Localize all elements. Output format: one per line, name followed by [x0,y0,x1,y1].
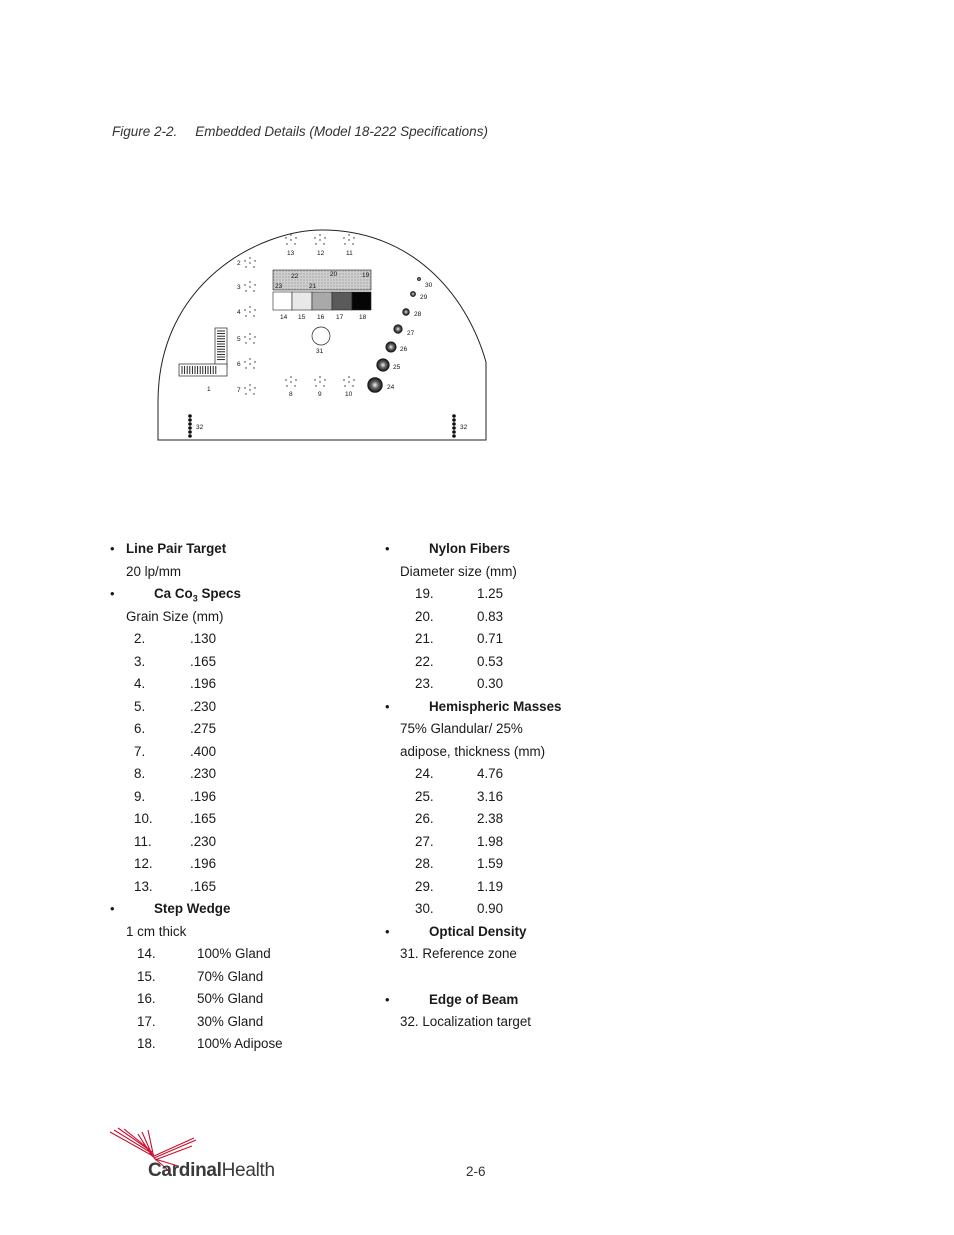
mass-item-number: 25. [415,788,434,804]
heading-nylon: Nylon Fibers [429,541,511,556]
label-19: 19 [362,272,370,279]
heading-masses: Hemispheric Masses [429,698,562,714]
mass-item-row [385,808,685,831]
caco3-item-row [110,696,380,719]
right-column [385,538,685,1034]
nylon-item-row [385,628,685,651]
mass-item-row [385,831,685,854]
label-17: 17 [336,314,344,321]
heading-line-pair: Line Pair Target [126,541,227,556]
caco3-item-number: 8. [134,766,146,781]
wedge-item-row [110,988,380,1011]
caco3-item-number: 11. [134,833,152,849]
mass-item-value: 1.19 [477,878,504,894]
nylon-item-value: 0.71 [477,631,504,646]
bullet-edge: • [385,991,390,1007]
mass-item-row [385,786,685,809]
label-26: 26 [400,346,408,353]
mass-item-number: 28. [415,856,434,871]
page-number: 2-6 [466,1164,486,1179]
caco3-item-value: .196 [190,788,217,804]
caco3-item-row [110,808,380,831]
label-25: 25 [393,364,401,371]
wedge-item-row [110,966,380,989]
mass-item-value: 3.16 [477,788,504,804]
line-pair-detail: 20 lp/mm [126,563,182,579]
nylon-item-value: 0.53 [477,653,504,669]
label-32-right: 32 [460,424,468,431]
nylon-detail: Diameter size (mm) [400,563,517,579]
hemispheric-mass [377,359,390,372]
caco3-item-row [110,876,380,899]
label-13: 13 [287,250,295,257]
bullet-optical: • [385,923,390,939]
wedge-item-number: 15. [137,968,156,984]
mass-item-value: 4.76 [477,766,504,781]
phantom-diagram [150,222,495,447]
label-23: 23 [275,283,283,290]
mass-item-value: 2.38 [477,811,504,826]
wedge-item-value: 100% Adipose [197,1036,283,1051]
bullet-nylon: • [385,541,390,556]
caco3-item-number: 9. [134,788,146,804]
label-31: 31 [316,348,324,355]
label-28: 28 [414,311,422,318]
label-1: 1 [207,386,211,393]
wedge-item-value: 50% Gland [197,991,264,1006]
nylon-item-value: 1.25 [477,586,504,601]
mass-item-value: 0.90 [477,901,504,916]
label-9: 9 [318,391,322,398]
mass-item-number: 26. [415,811,434,826]
caco3-item-row [110,786,380,809]
label-14: 14 [280,314,288,321]
label-8: 8 [289,391,293,398]
hemispheric-mass [403,309,410,316]
caco3-item-value: .400 [190,743,217,759]
nylon-item-number: 20. [415,608,434,624]
caco3-item-value: .230 [190,698,217,714]
nylon-item-number: 19. [415,586,434,601]
step-wedge-detail: 1 cm thick [126,923,187,939]
caco3-item-number: 4. [134,676,146,691]
bullet-caco3: • [110,586,115,601]
caco3-item-value: .196 [190,676,217,691]
left-column [110,538,380,1056]
nylon-item-row [385,673,685,696]
mass-item-number: 30. [415,901,434,916]
mass-item-value: 1.98 [477,833,504,849]
hemispheric-mass [410,291,415,296]
wedge-item-value: 70% Gland [197,968,264,984]
caco3-item-value: .165 [190,878,217,894]
caco3-item-row [110,853,380,876]
label-11: 11 [346,250,353,257]
label-32-left: 32 [196,424,204,431]
caco3-item-row [110,628,380,651]
nylon-item-number: 22. [415,653,434,669]
heading-step-wedge: Step Wedge [154,901,231,916]
nylon-item-number: 21. [415,631,434,646]
caco3-item-value: .275 [190,721,217,736]
hemispheric-mass [368,378,383,393]
caco3-item-row [110,741,380,764]
optical-detail: 31. Reference zone [400,946,517,961]
reference-zone [312,327,330,345]
nylon-item-number: 23. [415,676,434,691]
figure-caption [112,124,488,139]
label-29: 29 [420,294,428,301]
masses-detail-1: 75% Glandular/ 25% [400,721,523,736]
caco3-item-row [110,673,380,696]
bullet-line-pair: • [110,541,115,556]
label-3: 3 [237,284,241,291]
label-21: 21 [309,283,317,290]
brand-wordmark: CardinalHealth [148,1160,275,1181]
caco3-item-row [110,651,380,674]
label-27: 27 [407,330,415,337]
wedge-item-row [110,943,380,966]
figure-caption-title: Embedded Details (Model 18-222 Specifications) [195,124,488,139]
wedge-item-row [110,1011,380,1034]
label-10: 10 [345,391,353,398]
wedge-item-number: 18. [137,1036,156,1051]
caco3-item-number: 13. [134,878,153,894]
caco3-item-row [110,831,380,854]
step-wedge [273,270,371,310]
caco3-item-row [110,718,380,741]
nylon-item-row [385,651,685,674]
wedge-item-number: 16. [137,991,156,1006]
caco3-item-value: .165 [190,653,217,669]
caco3-item-number: 7. [134,743,146,759]
nylon-item-value: 0.30 [477,676,504,691]
nylon-item-value: 0.83 [477,608,504,624]
caco3-item-value: .230 [190,833,217,849]
hemispheric-mass [417,277,420,280]
mass-item-row [385,898,685,921]
edge-detail: 32. Localization target [400,1014,532,1029]
label-20: 20 [330,271,338,278]
label-2: 2 [237,260,241,267]
hemispheric-mass [394,325,403,334]
wedge-item-number: 17. [137,1013,156,1029]
wedge-item-value: 30% Gland [197,1013,264,1029]
caco3-item-number: 6. [134,721,146,736]
label-7: 7 [237,387,241,394]
caco3-item-value: .196 [190,856,217,871]
label-30: 30 [425,282,433,289]
label-12: 12 [317,250,325,257]
caco3-item-number: 5. [134,698,146,714]
label-24: 24 [387,384,395,391]
label-22: 22 [291,273,299,280]
wedge-item-number: 14. [137,946,156,961]
label-15: 15 [298,314,306,321]
caco3-item-number: 12. [134,856,153,871]
caco3-item-value: .130 [190,631,217,646]
heading-caco3: Ca $Co_3$ Specs [154,586,241,604]
wedge-item-row [110,1033,380,1056]
mass-item-number: 29. [415,878,434,894]
caco3-detail: Grain Size (mm) [126,608,224,624]
mass-item-value: 1.59 [477,856,504,871]
mass-item-row [385,876,685,899]
hemispheric-mass [386,342,396,352]
caco3-item-row [110,763,380,786]
bullet-masses: • [385,698,390,714]
caco3-item-value: .230 [190,766,217,781]
nylon-item-row [385,606,685,629]
mass-item-row [385,763,685,786]
label-6: 6 [237,361,241,368]
label-16: 16 [317,314,325,321]
label-5: 5 [237,336,241,343]
wedge-item-value: 100% Gland [197,946,271,961]
caco3-item-number: 3. [134,653,146,669]
masses-detail-2: adipose, thickness (mm) [400,743,546,759]
bullet-step-wedge: • [110,901,115,916]
heading-edge: Edge of Beam [429,991,519,1007]
heading-optical: Optical Density [429,923,527,939]
figure-caption-label: Figure 2-2. [112,124,178,139]
caco3-item-number: 10. [134,811,153,826]
mass-item-row [385,853,685,876]
label-18: 18 [359,314,367,321]
caco3-item-number: 2. [134,631,146,646]
mass-item-number: 24. [415,766,434,781]
caco3-item-value: .165 [190,811,217,826]
label-4: 4 [237,309,241,316]
mass-item-number: 27. [415,833,434,849]
nylon-item-row [385,583,685,606]
